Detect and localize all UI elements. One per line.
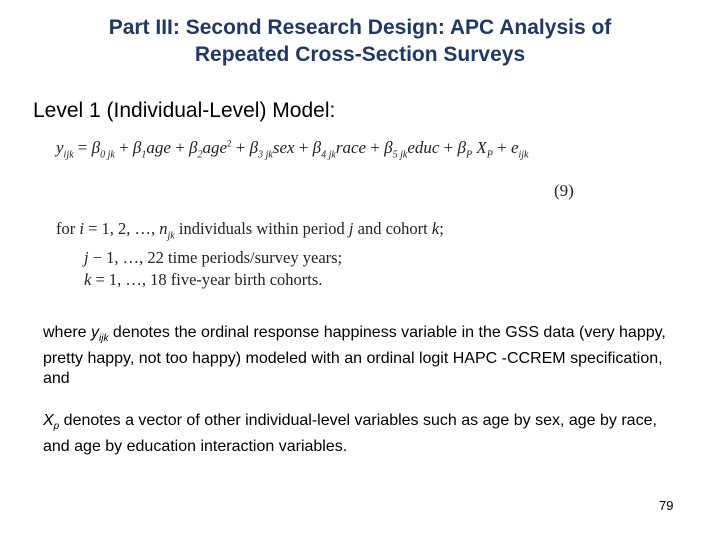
index-line-j: j − 1, …, 22 time periods/survey years; xyxy=(84,248,343,268)
page-number: 79 xyxy=(659,498,674,513)
level1-heading: Level 1 (Individual-Level) Model: xyxy=(33,99,336,122)
index-definitions xyxy=(56,218,444,291)
model-equation: $y_{ijk} = \beta_{0 jk} + \beta_1age + \beta_2age^2 + \beta_{3 jk}sex$ + $\beta_{4 jk}race$ + $\beta_{5 jk}educ + \beta_P$ $X_P + e_{ijk}$ xyxy=(56,138,529,161)
paragraph-x-definition: $X_p$ denotes a vector of other individual-level variables such as age by sex, age by race, and age by education interaction variables. xyxy=(43,412,657,456)
paragraph-y-definition: where $y_{ijk}$ denotes the ordinal response happiness variable in the GSS data (very happy, pretty happy, not too happy) modeled with an ordinal logit HAPC -CCREM specification, and xyxy=(43,324,666,388)
equation-number: (9) xyxy=(554,181,574,200)
title-line-1: Part III: Second Research Design: APC Analysis of xyxy=(108,16,612,39)
index-line-k: k = 1, …, 18 five-year birth cohorts. xyxy=(84,270,323,290)
index-line-i: for i = 1, 2, …, $n_{jk}$ individuals within period j and cohort k; xyxy=(56,219,444,242)
title-line-2: Repeated Cross-Section Surveys xyxy=(194,43,526,66)
slide-title xyxy=(0,14,720,68)
